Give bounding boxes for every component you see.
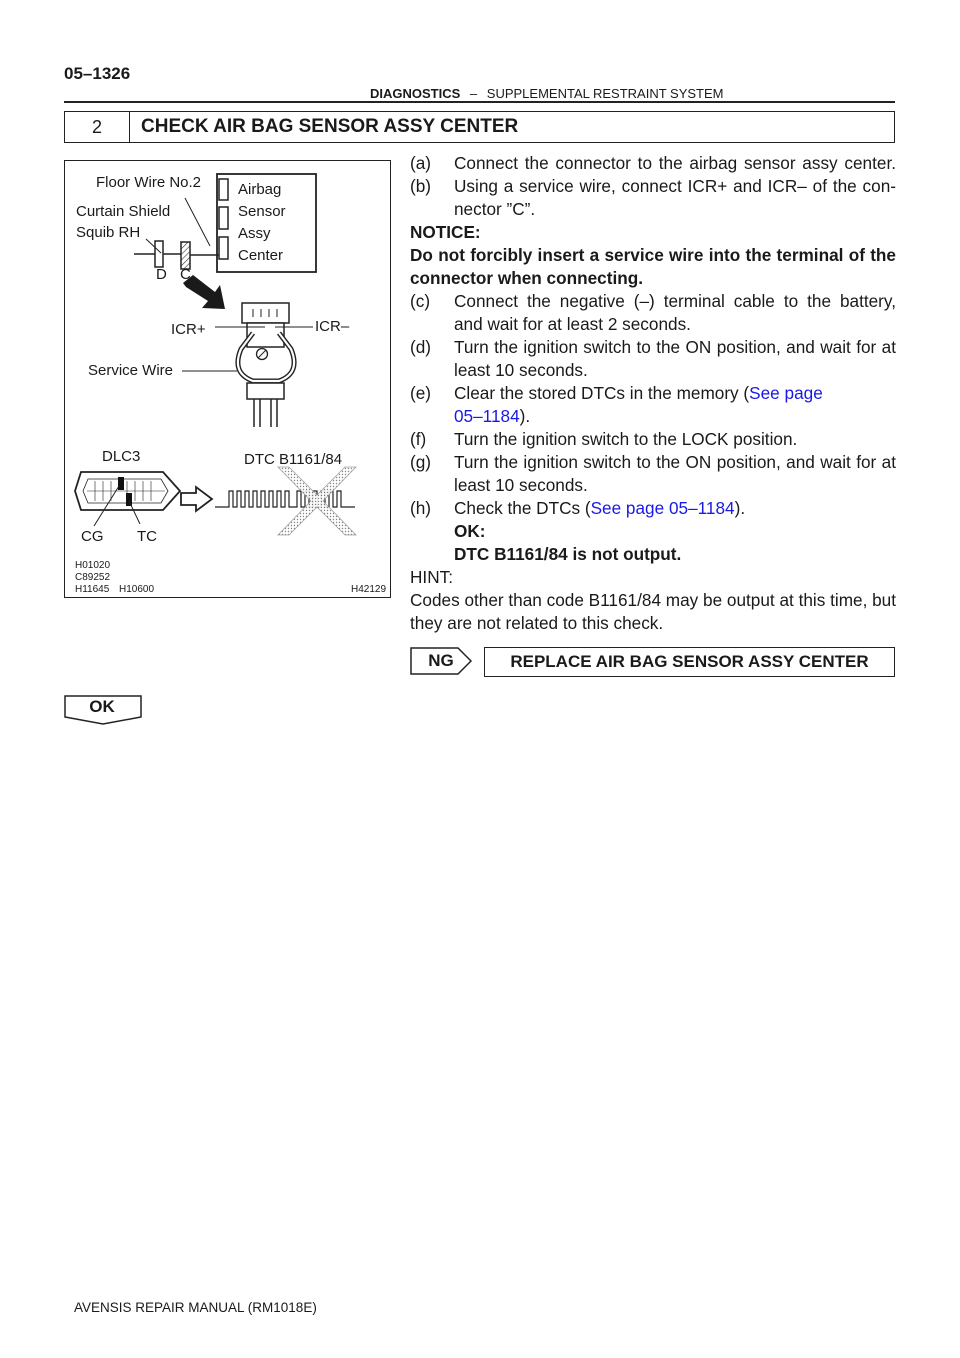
connector-d — [155, 241, 163, 267]
label-airbag: Airbag — [238, 181, 282, 198]
step-g-text: Turn the ignition switch to the ON position, and wait for at — [454, 452, 896, 472]
step-a — [410, 152, 896, 175]
cg-terminal — [118, 477, 124, 490]
see-page-link-1184-b[interactable]: 05–1184 — [454, 406, 520, 426]
step-b-text: Using a service wire, connect ICR+ and ICR– of the con- — [454, 176, 896, 196]
ok-label: OK — [89, 697, 115, 716]
step-a-text: Connect the connector to the airbag sensor assy center. — [454, 153, 896, 173]
step-number: 2 — [65, 112, 130, 142]
section-header — [370, 86, 723, 101]
hint-title: HINT: — [410, 567, 453, 587]
label-cg: CG — [81, 528, 104, 545]
tc-terminal — [126, 493, 132, 506]
step-h-text: Check the DTCs ( — [454, 498, 591, 518]
step-d-continued: least 10 seconds. — [454, 360, 588, 380]
step-b-label: (b) — [410, 176, 432, 196]
step-title: CHECK AIR BAG SENSOR ASSY CENTER — [141, 116, 519, 137]
step-heading — [64, 111, 895, 143]
step-e-close: ). — [519, 406, 531, 426]
figure-code-2: C89252 — [75, 572, 111, 583]
step-b — [410, 175, 896, 198]
step-f — [410, 428, 896, 451]
header-separator: – — [469, 86, 478, 101]
step-h — [410, 497, 896, 520]
step-g-label: (g) — [410, 452, 432, 472]
footer-manual-id: AVENSIS REPAIR MANUAL (RM1018E) — [74, 1300, 317, 1315]
step-c — [410, 290, 896, 313]
figure-code-5: H42129 — [351, 584, 387, 595]
label-icr-plus: ICR+ — [171, 321, 206, 338]
label-curtain-shield: Curtain Shield — [76, 203, 171, 220]
notice-line-1: Do not forcibly insert a service wire into the terminal of the — [410, 245, 896, 265]
header-rule — [64, 101, 895, 103]
step-a-label: (a) — [410, 153, 432, 173]
label-dtc: DTC B1161/84 — [244, 451, 343, 468]
label-connector-c: C — [180, 266, 191, 283]
label-service-wire: Service Wire — [88, 362, 174, 379]
label-icr-minus: ICR– — [315, 318, 350, 335]
step-c-label: (c) — [410, 291, 431, 311]
step-b-continued: nector ”C”. — [454, 199, 536, 219]
step-d-label: (d) — [410, 337, 432, 357]
ok-condition-text: DTC B1161/84 is not output. — [454, 544, 682, 564]
connector-body — [242, 303, 289, 323]
page-number: 05–1326 — [64, 64, 131, 83]
procedure-text — [410, 152, 896, 635]
label-connector-d: D — [156, 266, 167, 283]
step-h-label: (h) — [410, 498, 432, 518]
step-d — [410, 336, 896, 359]
hint-line-1: Codes other than code B1161/84 may be output at this time, but — [410, 590, 897, 610]
label-sensor: Sensor — [238, 203, 286, 220]
see-page-link-1184-c[interactable]: See page 05–1184 — [590, 498, 735, 518]
ok-condition-title: OK: — [454, 521, 486, 541]
step-e-continued — [410, 405, 896, 428]
label-dlc3: DLC3 — [102, 448, 141, 465]
step-c-text: Connect the negative (–) terminal cable to the battery, — [454, 291, 896, 311]
wiring-illustration — [64, 160, 391, 598]
label-assy: Assy — [238, 225, 271, 242]
figure-code-3: H11645 — [75, 584, 110, 595]
hint-line-2: they are not related to this check. — [410, 613, 664, 633]
step-h-close: ). — [734, 498, 746, 518]
step-f-label: (f) — [410, 429, 427, 449]
step-g — [410, 451, 896, 474]
ng-action-box: REPLACE AIR BAG SENSOR ASSY CENTER — [484, 647, 895, 677]
label-center: Center — [238, 247, 284, 264]
cross-mark — [278, 467, 356, 535]
flow-arrow — [181, 487, 212, 511]
label-floor-wire: Floor Wire No.2 — [96, 174, 202, 191]
step-g-continued: least 10 seconds. — [454, 475, 588, 495]
notice-line-2: connector when connecting. — [410, 268, 644, 288]
connector-c — [181, 242, 190, 269]
step-c-continued: and wait for at least 2 seconds. — [454, 314, 691, 334]
step-e-label: (e) — [410, 383, 432, 403]
dtc-waveform — [215, 491, 355, 507]
notice-title: NOTICE: — [410, 222, 481, 242]
header-category: DIAGNOSTICS — [370, 86, 461, 101]
figure-code-4: H10600 — [119, 584, 155, 595]
see-page-link-1184-a[interactable]: See page — [749, 383, 823, 403]
step-e-text: Clear the stored DTCs in the memory ( — [454, 383, 750, 403]
label-squib-rh: Squib RH — [76, 224, 141, 241]
ng-label: NG — [428, 651, 454, 670]
step-d-text: Turn the ignition switch to the ON position, and wait for at — [454, 337, 896, 357]
header-section-title: SUPPLEMENTAL RESTRAINT SYSTEM — [486, 86, 724, 101]
step-e — [410, 382, 896, 405]
label-tc: TC — [137, 528, 157, 545]
step-f-text: Turn the ignition switch to the LOCK position. — [454, 429, 798, 449]
figure-code-1: H01020 — [75, 560, 111, 571]
